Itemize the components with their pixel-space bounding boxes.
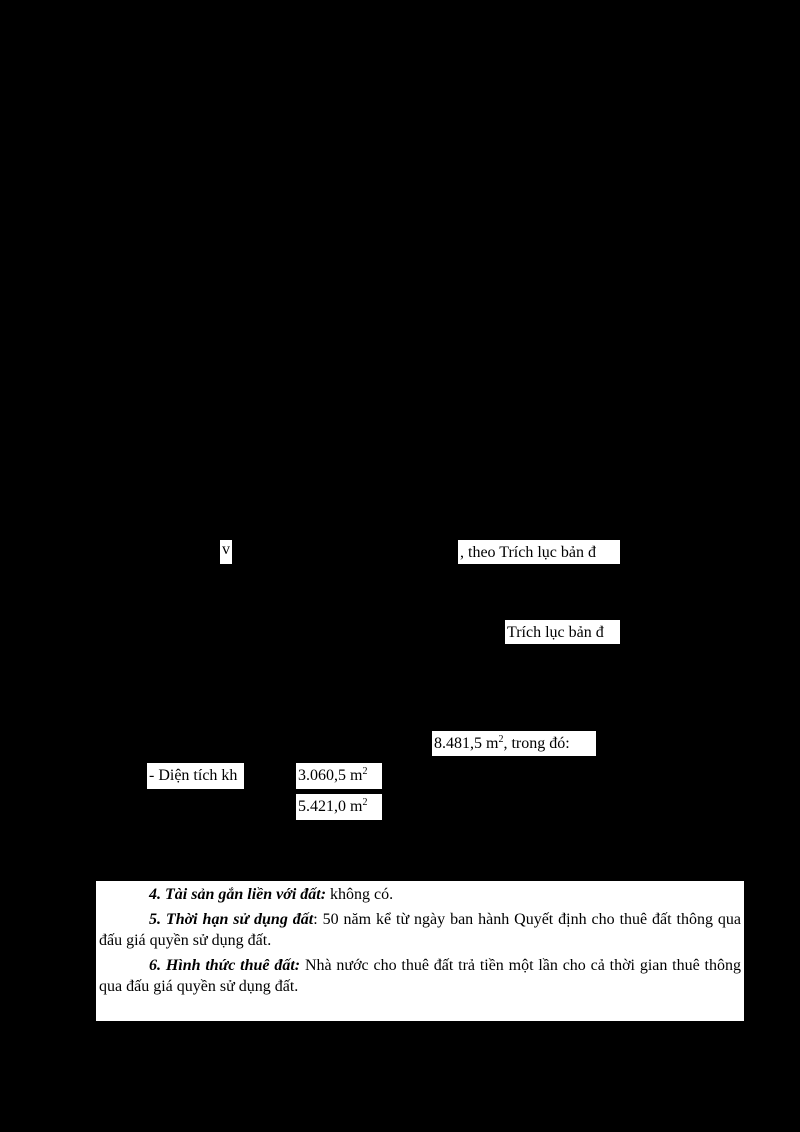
section-lease-form	[99, 955, 741, 997]
area-value-2: 5.421,0 m	[298, 798, 363, 815]
section-text: : 50 năm kể từ ngày ban hành Quyết định cho thuê đất thông qua đấu giá quyền sử dụng đất.	[99, 911, 741, 949]
total-area-value: 8.481,5 m	[434, 735, 499, 752]
fragment-text: Trích lục bản đ	[507, 624, 604, 641]
total-area-unit-exponent: 2	[498, 734, 504, 745]
area-value-1-exponent: 2	[362, 766, 368, 777]
area-line-label-fragment	[147, 763, 244, 789]
land-terms-block	[96, 881, 744, 1021]
section-label: 5. Thời hạn sử dụng đất	[149, 911, 314, 928]
area-value-1: 3.060,5 m	[298, 767, 363, 784]
text-fragment-trich-luc-2	[505, 620, 620, 644]
area-value-1-fragment	[296, 763, 382, 789]
fragment-text: - Diện tích kh	[149, 767, 238, 784]
text-fragment-trich-luc-1	[458, 540, 620, 564]
total-area-tail: , trong đó:	[503, 735, 570, 752]
section-label: 4. Tài sản gắn liền với đất:	[149, 886, 327, 903]
section-label: 6. Hình thức thuê đất:	[149, 957, 301, 974]
area-value-2-exponent: 2	[362, 797, 368, 808]
section-text: Nhà nước cho thuê đất trả tiền một lần cho cả thời gian thuê thông qua đấu giá quyền sử dụng đất.	[99, 957, 741, 995]
text-fragment-v	[220, 540, 232, 564]
area-value-2-fragment	[296, 794, 382, 820]
fragment-text: , theo Trích lục bản đ	[460, 544, 596, 561]
fragment-text: v	[222, 541, 230, 558]
total-area-fragment	[432, 731, 596, 756]
section-land-use-term	[99, 909, 741, 951]
section-assets	[99, 884, 741, 905]
section-text: không có.	[326, 886, 394, 903]
